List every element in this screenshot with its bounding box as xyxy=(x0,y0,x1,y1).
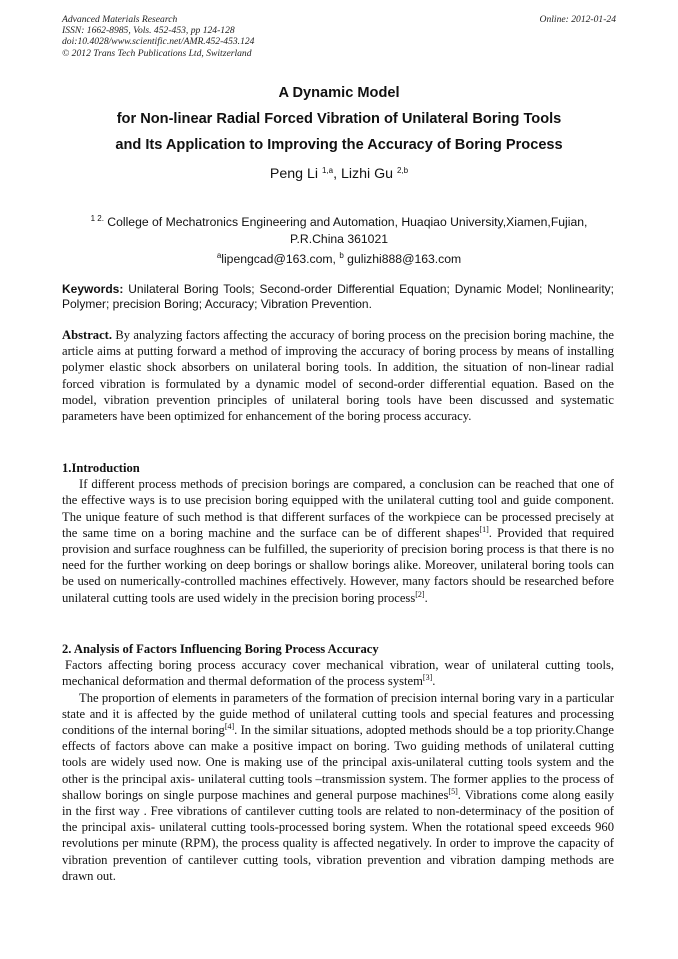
journal-info xyxy=(62,14,616,59)
author-1-affil: 1,a xyxy=(321,166,334,175)
affiliation-line-1: College of Mechatronics Engineering and Automation, Huaqiao University,Xiamen,Fujian, xyxy=(103,215,588,229)
abstract-block xyxy=(62,327,614,424)
title-line-3: and Its Application to Improving the Accuracy of Boring Process xyxy=(115,137,563,153)
abstract-label: Abstract. xyxy=(62,328,113,342)
section-2-heading: 2. Analysis of Factors Influencing Boring Process Accuracy xyxy=(62,642,379,656)
s2-p1-text-b: . xyxy=(432,674,436,689)
journal-copyright: © 2012 Trans Tech Publications Ltd, Switzerland xyxy=(62,47,252,59)
email-a-marker: a xyxy=(216,251,222,260)
author-separator: , xyxy=(333,166,341,182)
s1-p1-text-b: . Provided that required provision and surface roughness can be fulfilled, the superiority of precision boring process is that there is no need for the further working on deep borings or shallow borings alike. Moreover, unilateral boring tools can be used on numerically-controlled machines effectively. However, many factors should be researched before unilateral cutting tools are used widely in the precision boring process xyxy=(62,525,614,605)
affiliation-marker: 1 2. xyxy=(90,214,104,223)
s2-p1-text-a: Factors affecting boring process accuracy cover mechanical vibration, wear of unilateral cutting tools, mechanical deformation and thermal deformation of the process system xyxy=(62,658,614,689)
author-list xyxy=(40,166,638,182)
journal-issn: ISSN: 1662-8985, Vols. 452-453, pp 124-128 xyxy=(62,25,235,37)
citation-1[interactable]: [1] xyxy=(479,524,489,534)
email-b-marker: b xyxy=(339,251,344,260)
author-2-affil: 2,b xyxy=(396,166,409,175)
journal-doi: doi:10.4028/www.scientific.net/AMR.452-453.124 xyxy=(62,36,255,48)
s2-p2-text-c: . Vibrations come along easily in the first way . Free vibrations of cantilever cutting tools are related to non-determinacy of the position of the principal axis- unilateral cutting tools-processed boring system. When the rotational speed exceeds 960 revolutions per minute (RPM), the process quality is affected negatively. In order to improve the capacity of vibration prevention of cantilever cutting tools, vibration prevention and vibration damping methods are drawn out. xyxy=(62,787,614,883)
title-line-1: A Dynamic Model xyxy=(278,85,400,101)
s2-p2-text-b: . In the similar situations, adopted methods should be a top priority.Change effects of factors above can make a positive impact on boring. Two guiding methods of unilateral cutting tools are widely used now. One is making use of the principal axis-unilateral cutting tools system and the other is the principal axis- unilateral cutting tools –transmission system. The former applies to the process of shallow borings on single purpose machines and general purpose machines xyxy=(62,723,614,802)
section-1-heading: 1.Introduction xyxy=(62,461,140,475)
affiliation xyxy=(62,214,616,248)
author-2-name: Lizhi Gu xyxy=(340,166,397,182)
s2-p2-text-a: The proportion of elements in parameters of the formation of precision internal boring vary in a particular state and it is affected by the guide method of unilateral cutting tools and special features and processing conditions of the internal boring xyxy=(62,690,614,738)
section-introduction xyxy=(62,460,614,606)
title-line-2: for Non-linear Radial Forced Vibration of Unilateral Boring Tools xyxy=(116,111,562,127)
citation-3[interactable]: [3] xyxy=(422,673,433,683)
affiliation-line-2: P.R.China 361021 xyxy=(289,232,389,246)
journal-name: Advanced Materials Research xyxy=(62,14,178,25)
keywords-label: Keywords: xyxy=(62,282,124,296)
paper-title xyxy=(40,80,638,158)
author-emails xyxy=(62,252,616,266)
section-2-paragraph-2 xyxy=(62,690,614,884)
citation-2[interactable]: [2] xyxy=(415,589,425,599)
citation-5[interactable]: [5] xyxy=(448,786,458,796)
author-1-name: Peng Li xyxy=(269,166,322,182)
journal-header xyxy=(62,14,616,59)
email-a-link[interactable]: lipengcad@163.com, xyxy=(221,252,340,266)
citation-4[interactable]: [4] xyxy=(224,722,235,732)
online-date: Online: 2012-01-24 xyxy=(539,14,616,25)
keywords-block xyxy=(62,282,614,312)
section-analysis xyxy=(62,641,614,884)
s1-p1-text-c: . xyxy=(424,590,428,605)
abstract-text: By analyzing factors affecting the accuracy of boring process on the precision boring machine, the article aims at putting forward a method of improving the accuracy of boring process by means of installing polymer elastic shock absorbers on unilateral boring tools. In addition, the situation of non-linear radial forced vibration is formulated by a dynamic model of second-order differential equation. Based on the model, vibration prevention principles of unilateral boring tools have been discussed and systematic parameters have been optimized for enhancement of the boring process accuracy. xyxy=(62,328,614,424)
s1-p1-text-a: If different process methods of precision borings are compared, a conclusion can be reached that one of the effective ways is to use precision boring equipped with the unilateral cutting tool and guide component. The unique feature of such method is that different surfaces of the workpiece can be processed precisely at the same time on a boring machine and the surface can be of different shapes xyxy=(62,477,614,540)
keywords-text: Unilateral Boring Tools; Second-order Differential Equation; Dynamic Model; Nonlinearity; Polymer; precision Boring; Accuracy; Vibration Prevention. xyxy=(62,282,614,311)
section-2-paragraph-1 xyxy=(62,657,614,689)
email-b-link[interactable]: gulizhi888@163.com xyxy=(343,252,462,266)
section-1-paragraph xyxy=(62,476,614,606)
